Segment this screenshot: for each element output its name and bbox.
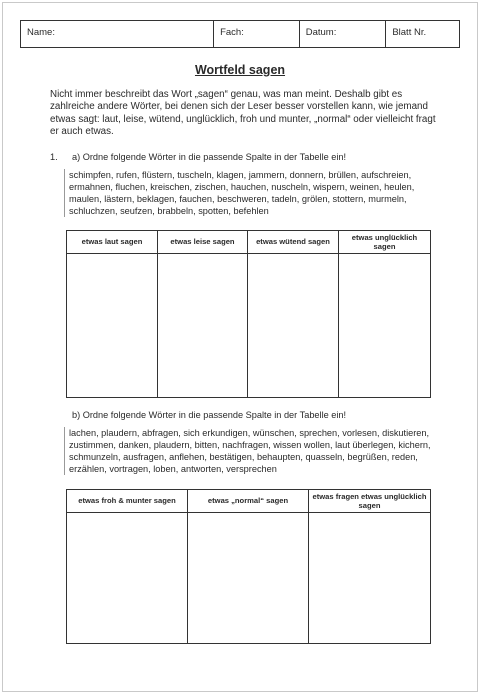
table-answer-row [67, 254, 431, 398]
word-list-1: schimpfen, rufen, flüstern, tuscheln, klagen, jammern, donnern, brüllen, aufschreien, ermahnen, fluchen, kreischen, zischen, hauchen, nuscheln, wispern, weinen, heulen, maulen, lästern, beklagen, fauchen, beschweren, tadeln, grölen, stottern, murmeln, schluchzen, seufzen, brabbeln, spotten, befehlen [64, 169, 443, 217]
task-1a-instruction: a) Ordne folgende Wörter in die passende Spalte in der Tabelle ein! [72, 152, 347, 162]
sort-table-1 [66, 230, 431, 398]
answer-cell-laut[interactable] [67, 254, 158, 398]
column-header-normal: etwas „normal“ sagen [188, 490, 309, 513]
answer-cell-wuetend[interactable] [248, 254, 339, 398]
answer-cell-fragen[interactable] [309, 513, 431, 644]
column-header-fragen: etwas fragen etwas unglücklich sagen [309, 490, 431, 513]
table-header-row [67, 490, 431, 513]
task-1b-instruction: b) Ordne folgende Wörter in die passende Spalte in der Tabelle ein! [72, 410, 347, 420]
answer-cell-leise[interactable] [158, 254, 248, 398]
intro-paragraph: Nicht immer beschreibt das Wort „sagen“ genau, was man meint. Deshalb gibt es zahlreiche andere Wörter, bei denen sich der Leser besser vorstellen kann, wie jemand etwas sagt: laut, leise, wütend, unglücklich, froh und munter, „normal“ oder vielleicht fragt er auch etwas. [50, 89, 436, 138]
fach-field-label: Fach: [214, 21, 300, 47]
header-table [20, 20, 460, 48]
answer-cell-normal[interactable] [188, 513, 309, 644]
sort-table-2 [66, 489, 431, 644]
column-header-ungluecklich: etwas unglücklich sagen [339, 231, 431, 254]
answer-cell-froh[interactable] [67, 513, 188, 644]
column-header-froh: etwas froh & munter sagen [67, 490, 188, 513]
task-number: 1. [50, 152, 58, 162]
column-header-laut: etwas laut sagen [67, 231, 158, 254]
blatt-field-label: Blatt Nr. [392, 27, 427, 38]
column-header-wuetend: etwas wütend sagen [248, 231, 339, 254]
answer-cell-ungluecklich[interactable] [339, 254, 431, 398]
word-list-2: lachen, plaudern, abfragen, sich erkundigen, wünschen, sprechen, vorlesen, diskutieren, zustimmen, danken, plaudern, bitten, nachfragen, wissen wollen, laut überlegen, kichern, schmunzeln, ausfragen, anflehen, bestätigen, behaupten, quasseln, begrüßen, reden, erzählen, vortragen, loben, antworten, versprechen [64, 427, 443, 475]
table-header-row [67, 231, 431, 254]
datum-field-label: Datum: [300, 21, 387, 47]
name-field-label: Name: [21, 21, 214, 47]
column-header-leise: etwas leise sagen [158, 231, 248, 254]
page-title: Wortfeld sagen [194, 63, 286, 77]
table-answer-row [67, 513, 431, 644]
